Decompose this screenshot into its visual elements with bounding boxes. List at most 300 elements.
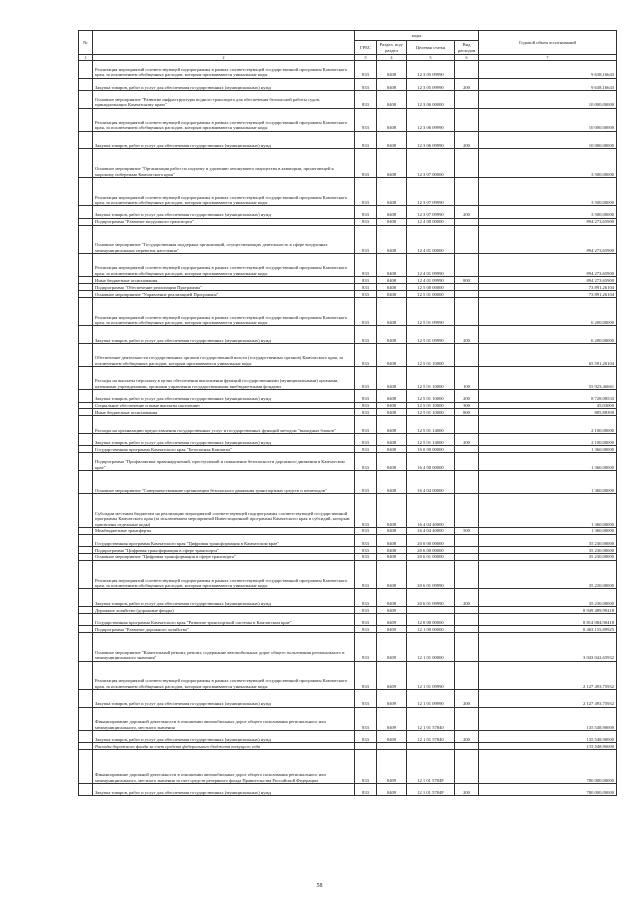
row-target-cell: 12 5 01 09990 (407, 326, 455, 344)
header-vr: Вид расходов (455, 41, 479, 55)
row-target-cell (407, 743, 455, 750)
table-row (79, 446, 617, 453)
table-row (79, 416, 617, 434)
row-name-cell: Закупка товаров, работ и услуг для обеспечения государственных (муниципальных) нужд (93, 131, 355, 149)
row-exp-type-cell (455, 626, 479, 633)
row-target-cell: 16 4 00 00000 (407, 453, 455, 471)
table-row (79, 626, 617, 633)
row-sum-cell: 55 923,46661 (479, 367, 617, 390)
row-target-cell: 12 3 07 09990 (407, 206, 455, 218)
row-razdel-cell: 0408 (377, 326, 407, 344)
row-exp-type-cell (455, 108, 479, 131)
table-row (79, 297, 617, 326)
row-grbs-cell: 833 (355, 547, 377, 554)
row-num-cell (79, 607, 93, 614)
row-name-cell: Иные бюджетные ассигнования (93, 409, 355, 416)
row-sum-cell: 45,03000 (479, 402, 617, 409)
row-num-cell (79, 527, 93, 534)
table-row (79, 402, 617, 409)
table-row (79, 743, 617, 750)
header-num: № (79, 31, 93, 55)
row-sum-cell: 8 463 155,89925 (479, 626, 617, 633)
row-num-cell (79, 61, 93, 79)
header-name (93, 31, 355, 55)
table-row (79, 344, 617, 367)
row-target-cell: 12 5 00 00000 (407, 284, 455, 291)
row-exp-type-cell (455, 177, 479, 206)
row-grbs-cell: 833 (355, 61, 377, 79)
row-num-cell (79, 390, 93, 402)
row-exp-type-cell (455, 344, 479, 367)
row-name-cell: Расходы дорожного фонда за счет средств федерального бюджета текущего года (93, 743, 355, 750)
row-razdel-cell: 0408 (377, 534, 407, 546)
row-num-cell (79, 225, 93, 254)
col-number: 1 (79, 55, 93, 61)
row-exp-type-cell: 200 (455, 206, 479, 218)
row-exp-type-cell (455, 534, 479, 546)
row-exp-type-cell (455, 453, 479, 471)
row-num-cell (79, 177, 93, 206)
row-sum-cell: 885,88390 (479, 409, 617, 416)
row-num-cell (79, 409, 93, 416)
row-num-cell (79, 534, 93, 546)
row-razdel-cell: 0408 (377, 434, 407, 446)
row-num-cell (79, 367, 93, 390)
row-num-cell (79, 446, 93, 453)
row-razdel-cell: 0408 (377, 78, 407, 90)
row-target-cell: 12 5 01 10000 (407, 367, 455, 390)
row-num-cell (79, 416, 93, 434)
row-num-cell (79, 494, 93, 528)
row-name-cell: Основное мероприятие "Совершенствование организации безопасного движения транспортных средств и пешеходов" (93, 470, 355, 493)
row-target-cell: 12 3 06 09990 (407, 108, 455, 131)
row-sum-cell: 9 638,16643 (479, 78, 617, 90)
row-razdel-cell: 0409 (377, 750, 407, 784)
row-grbs-cell: 833 (355, 344, 377, 367)
header-sum: Годовой объем ассигнований (479, 31, 617, 55)
row-sum-cell: 35 230,00000 (479, 560, 617, 589)
col-number: 7 (479, 55, 617, 61)
row-exp-type-cell: 200 (455, 78, 479, 90)
row-name-cell: Закупка товаров, работ и услуг для обеспечения государственных (муниципальных) нужд (93, 326, 355, 344)
row-name-cell: Финансирование дорожной деятельности в отношении автомобильных дорог общего пользования регионального или межмуниципального, местного значения за счет средств резервного фонда Правительства Российской Федерации (93, 750, 355, 784)
row-sum-cell: 9 638,16643 (479, 61, 617, 79)
row-exp-type-cell: 200 (455, 690, 479, 708)
row-sum-cell: 8 949 489,99218 (479, 607, 617, 614)
row-razdel-cell: 0408 (377, 291, 407, 298)
header-cs: Целевая статья (407, 41, 455, 55)
row-exp-type-cell: 200 (455, 131, 479, 149)
row-exp-type-cell (455, 297, 479, 326)
row-target-cell: 12 5 01 09990 (407, 297, 455, 326)
row-target-cell (407, 607, 455, 614)
row-target-cell: 12 1 01 57840 (407, 707, 455, 730)
row-name-cell: Реализация мероприятий соответствующей подпрограммы в рамках соответствующей государственной программы Камчатского края, за исключением обобщенных расходов, которым присваиваются уникальные коды (93, 61, 355, 79)
table-row (79, 434, 617, 446)
row-num-cell (79, 291, 93, 298)
row-exp-type-cell (455, 416, 479, 434)
table-row (79, 560, 617, 589)
row-target-cell: 12 4 01 00000 (407, 225, 455, 254)
row-target-cell: 12 1 01 57840 (407, 730, 455, 742)
row-razdel-cell: 0408 (377, 560, 407, 589)
row-grbs-cell: 833 (355, 218, 377, 225)
row-target-cell: 12 4 00 00000 (407, 218, 455, 225)
table-row (79, 690, 617, 708)
row-exp-type-cell (455, 446, 479, 453)
budget-table (78, 30, 617, 796)
row-num-cell (79, 108, 93, 131)
row-razdel-cell: 0408 (377, 177, 407, 206)
row-grbs-cell: 833 (355, 254, 377, 277)
row-grbs-cell: 833 (355, 367, 377, 390)
row-sum-cell: 6 200,00000 (479, 326, 617, 344)
row-sum-cell: 35 230,00000 (479, 553, 617, 560)
row-grbs-cell: 833 (355, 707, 377, 730)
row-target-cell: 12 3 05 09990 (407, 78, 455, 90)
row-razdel-cell: 0409 (377, 707, 407, 730)
row-razdel-cell: 0408 (377, 494, 407, 528)
row-name-cell: Финансирование дорожной деятельности в отношении автомобильных дорог общего пользования регионального или межмуниципального, местного значения (93, 707, 355, 730)
row-num-cell (79, 284, 93, 291)
row-razdel-cell: 0409 (377, 607, 407, 614)
row-exp-type-cell (455, 607, 479, 614)
row-exp-type-cell (455, 633, 479, 662)
table-row (79, 750, 617, 784)
table-row (79, 527, 617, 534)
row-num-cell (79, 690, 93, 708)
row-exp-type-cell: 200 (455, 326, 479, 344)
row-name-cell: Подпрограмма "Развитие воздушного транспорта" (93, 218, 355, 225)
row-num-cell (79, 254, 93, 277)
row-sum-cell: 780 000,00000 (479, 750, 617, 784)
row-exp-type-cell: 100 (455, 367, 479, 390)
table-row (79, 291, 617, 298)
row-target-cell: 12 5 01 14000 (407, 416, 455, 434)
row-razdel-cell: 0408 (377, 225, 407, 254)
row-sum-cell: 2 100,00000 (479, 434, 617, 446)
row-razdel-cell: 0408 (377, 254, 407, 277)
row-name-cell: Основное мероприятие "Государственная поддержка организаций, осуществляющих деятельность в сфере воздушных межмуниципальных перевозок населения" (93, 225, 355, 254)
row-exp-type-cell (455, 218, 479, 225)
row-grbs-cell: 833 (355, 90, 377, 108)
row-sum-cell: 780 000,00000 (479, 784, 617, 796)
row-target-cell: 12 3 07 09990 (407, 177, 455, 206)
row-sum-cell: 1 360,00000 (479, 494, 617, 528)
row-target-cell: 12 0 00 00000 (407, 613, 455, 625)
row-sum-cell: 3 500,00000 (479, 206, 617, 218)
row-grbs-cell: 833 (355, 633, 377, 662)
row-exp-type-cell: 500 (455, 527, 479, 534)
row-grbs-cell: 833 (355, 527, 377, 534)
row-razdel-cell: 0408 (377, 61, 407, 79)
row-num-cell (79, 633, 93, 662)
row-num-cell (79, 560, 93, 589)
row-grbs-cell: 833 (355, 225, 377, 254)
row-num-cell (79, 344, 93, 367)
row-exp-type-cell (455, 547, 479, 554)
row-name-cell: Подпрограмма "Профилактика правонарушений, преступлений и повышение безопасности дорожного движения в Камчатском крае" (93, 453, 355, 471)
row-name-cell: Подпрограмма "Обеспечение реализации Программы" (93, 284, 355, 291)
row-exp-type-cell (455, 90, 479, 108)
row-grbs-cell: 833 (355, 326, 377, 344)
row-target-cell: 20 0 00 00000 (407, 534, 455, 546)
row-razdel-cell: 0408 (377, 390, 407, 402)
row-num-cell (79, 553, 93, 560)
row-target-cell: 12 3 06 09990 (407, 131, 455, 149)
row-name-cell: Государственная программа Камчатского края "Безопасная Камчатка" (93, 446, 355, 453)
row-name-cell: Закупка товаров, работ и услуг для обеспечения государственных (муниципальных) нужд (93, 589, 355, 607)
row-name-cell: Реализация мероприятий соответствующей подпрограммы в рамках соответствующей государственной программы Камчатского края, за исключением обобщенных расходов, которым присваиваются уникальные коды (93, 661, 355, 690)
table-row (79, 367, 617, 390)
row-target-cell: 12 1 01 09990 (407, 690, 455, 708)
row-sum-cell: 894 273,65900 (479, 277, 617, 284)
row-grbs-cell: 833 (355, 416, 377, 434)
row-grbs-cell: 833 (355, 589, 377, 607)
row-grbs-cell: 833 (355, 690, 377, 708)
row-num-cell (79, 470, 93, 493)
table-row (79, 707, 617, 730)
table-row (79, 90, 617, 108)
row-grbs-cell: 833 (355, 553, 377, 560)
table-row (79, 284, 617, 291)
row-grbs-cell: 833 (355, 291, 377, 298)
row-exp-type-cell: 800 (455, 409, 479, 416)
row-name-cell: Реализация мероприятий соответствующей подпрограммы в рамках соответствующей государственной программы Камчатского края, за исключением обобщенных расходов, которым присваиваются уникальные коды (93, 108, 355, 131)
row-name-cell: Дорожное хозяйство (дорожные фонды) (93, 607, 355, 614)
row-grbs-cell: 833 (355, 131, 377, 149)
row-target-cell: 12 1 01 09990 (407, 661, 455, 690)
row-razdel-cell: 0409 (377, 661, 407, 690)
col-number: 5 (407, 55, 455, 61)
table-row (79, 589, 617, 607)
row-target-cell: 20 6 01 00000 (407, 553, 455, 560)
row-num-cell (79, 730, 93, 742)
row-target-cell: 12 1 01 5784F (407, 784, 455, 796)
row-razdel-cell: 0408 (377, 453, 407, 471)
row-target-cell: 12 5 01 10000 (407, 409, 455, 416)
row-target-cell: 20 6 00 00000 (407, 547, 455, 554)
table-row (79, 613, 617, 625)
table-row (79, 218, 617, 225)
row-razdel-cell: 0408 (377, 277, 407, 284)
row-grbs-cell: 833 (355, 390, 377, 402)
table-row (79, 534, 617, 546)
row-exp-type-cell (455, 553, 479, 560)
row-sum-cell: 135 548,90000 (479, 743, 617, 750)
row-razdel-cell: 0408 (377, 284, 407, 291)
row-razdel-cell: 0409 (377, 626, 407, 633)
row-num-cell (79, 277, 93, 284)
row-name-cell: Основное мероприятие "Управление реализацией Программы" (93, 291, 355, 298)
row-target-cell: 20 6 01 09990 (407, 589, 455, 607)
row-razdel-cell: 0409 (377, 784, 407, 796)
row-razdel-cell (377, 743, 407, 750)
row-razdel-cell: 0408 (377, 553, 407, 560)
row-sum-cell: 3 500,00000 (479, 177, 617, 206)
table-row (79, 390, 617, 402)
row-sum-cell: 894 273,65900 (479, 254, 617, 277)
row-name-cell: Межбюджетные трансферты (93, 527, 355, 534)
row-exp-type-cell (455, 661, 479, 690)
row-num-cell (79, 453, 93, 471)
row-grbs-cell: 833 (355, 453, 377, 471)
row-num-cell (79, 131, 93, 149)
row-sum-cell: 10 000,00000 (479, 131, 617, 149)
row-name-cell: Закупка товаров, работ и услуг для обеспечения государственных (муниципальных) нужд (93, 784, 355, 796)
row-sum-cell: 10 000,00000 (479, 108, 617, 131)
row-razdel-cell: 0408 (377, 108, 407, 131)
row-num-cell (79, 613, 93, 625)
row-sum-cell: 2 127 493,75932 (479, 690, 617, 708)
row-target-cell: 12 5 01 10000 (407, 390, 455, 402)
row-grbs-cell: 833 (355, 108, 377, 131)
row-num-cell (79, 434, 93, 446)
row-sum-cell: 1 360,00000 (479, 470, 617, 493)
row-exp-type-cell (455, 284, 479, 291)
row-grbs-cell: 833 (355, 206, 377, 218)
row-target-cell: 12 3 05 09990 (407, 61, 455, 79)
row-name-cell: Расходы на организацию предоставления государственных услуг и государственных функций методом "выходных блоков" (93, 416, 355, 434)
table-row (79, 494, 617, 528)
row-target-cell: 16 4 04 00000 (407, 470, 455, 493)
row-num-cell (79, 218, 93, 225)
row-num-cell (79, 90, 93, 108)
header-razdel: Раздел, под-раздел (377, 41, 407, 55)
table-row (79, 470, 617, 493)
row-exp-type-cell: 200 (455, 434, 479, 446)
row-num-cell (79, 743, 93, 750)
table-row (79, 177, 617, 206)
row-name-cell: Закупка товаров, работ и услуг для обеспечения государственных (муниципальных) нужд (93, 690, 355, 708)
row-sum-cell: 1 360,00000 (479, 527, 617, 534)
row-name-cell: Иные бюджетные ассигнования (93, 277, 355, 284)
row-grbs-cell: 833 (355, 446, 377, 453)
row-exp-type-cell (455, 613, 479, 625)
row-name-cell: Расходы на выплаты персоналу в целях обеспечения выполнения функций государственными (муниципальными) органами, казенными учреждениями, органами управления государственными внебюджетными фондами (93, 367, 355, 390)
row-razdel-cell: 0408 (377, 90, 407, 108)
row-exp-type-cell (455, 750, 479, 784)
row-grbs-cell: 833 (355, 297, 377, 326)
row-exp-type-cell (455, 149, 479, 178)
row-razdel-cell: 0408 (377, 367, 407, 390)
row-target-cell: 12 4 01 09990 (407, 254, 455, 277)
row-name-cell: Реализация мероприятий соответствующей подпрограммы в рамках соответствующей государственной программы Камчатского края, за исключением обобщенных расходов, которым присваиваются уникальные коды (93, 177, 355, 206)
row-num-cell (79, 206, 93, 218)
header-grbs: ГРБС (355, 41, 377, 55)
row-grbs-cell: 833 (355, 434, 377, 446)
row-razdel-cell: 0408 (377, 409, 407, 416)
row-grbs-cell: 833 (355, 149, 377, 178)
table-row (79, 149, 617, 178)
row-sum-cell: 135 548,90000 (479, 707, 617, 730)
table-row (79, 225, 617, 254)
row-sum-cell: 73 891,26104 (479, 284, 617, 291)
row-exp-type-cell (455, 225, 479, 254)
row-razdel-cell: 0408 (377, 206, 407, 218)
row-grbs-cell: 833 (355, 750, 377, 784)
row-exp-type-cell (455, 254, 479, 277)
row-grbs-cell: 833 (355, 661, 377, 690)
col-number: 4 (377, 55, 407, 61)
row-num-cell (79, 78, 93, 90)
table-row (79, 633, 617, 662)
row-num-cell (79, 326, 93, 344)
row-grbs-cell: 833 (355, 470, 377, 493)
table-row (79, 607, 617, 614)
row-sum-cell: 10 000,00000 (479, 90, 617, 108)
row-name-cell: Реализация мероприятий соответствующей подпрограммы в рамках соответствующей государственной программы Камчатского края, за исключением обобщенных расходов, которым присваиваются уникальные коды (93, 254, 355, 277)
row-sum-cell: 65 591,26104 (479, 344, 617, 367)
page-number: 58 (316, 883, 323, 889)
row-grbs-cell: 833 (355, 409, 377, 416)
row-target-cell: 12 3 07 00000 (407, 149, 455, 178)
row-sum-cell: 8 728,08533 (479, 390, 617, 402)
row-sum-cell: 35 230,00000 (479, 534, 617, 546)
row-target-cell: 12 5 01 14000 (407, 434, 455, 446)
row-grbs-cell: 833 (355, 560, 377, 589)
row-sum-cell: 35 230,00000 (479, 589, 617, 607)
row-name-cell: Государственная программа Камчатского края "Цифровая трансформация в Камчатском крае" (93, 534, 355, 546)
row-name-cell: Социальное обеспечение и иные выплаты населению (93, 402, 355, 409)
row-grbs-cell: 833 (355, 607, 377, 614)
row-grbs-cell: 833 (355, 402, 377, 409)
row-num-cell (79, 547, 93, 554)
row-exp-type-cell: 200 (455, 784, 479, 796)
row-name-cell: Основное мероприятие "Цифровая трансформация в сфере транспорта" (93, 553, 355, 560)
table-row (79, 661, 617, 690)
row-exp-type-cell: 800 (455, 277, 479, 284)
row-razdel-cell: 0408 (377, 446, 407, 453)
row-target-cell: 12 1 00 00000 (407, 626, 455, 633)
row-exp-type-cell: 300 (455, 402, 479, 409)
row-sum-cell: 3 043 042,65932 (479, 633, 617, 662)
col-number: 6 (455, 55, 479, 61)
table-header (79, 31, 617, 61)
table-row (79, 730, 617, 742)
table-row (79, 61, 617, 79)
table-row (79, 277, 617, 284)
header-codes: коды (355, 31, 479, 41)
row-exp-type-cell: 200 (455, 390, 479, 402)
row-sum-cell: 6 200,00000 (479, 297, 617, 326)
row-num-cell (79, 297, 93, 326)
row-target-cell: 12 1 01 00000 (407, 633, 455, 662)
table-row (79, 326, 617, 344)
row-name-cell: Обеспечение деятельности государственных органов государственной власти (государственных органов) Камчатского края, за исключением обобщенных расходов, которым присваиваются уникальные коды (93, 344, 355, 367)
row-sum-cell: 135 548,90000 (479, 730, 617, 742)
row-razdel-cell: 0409 (377, 690, 407, 708)
row-grbs-cell: 833 (355, 177, 377, 206)
table-row (79, 553, 617, 560)
row-name-cell: Основное мероприятие "Организация работ по подъему и удалению затонувшего имущества в акватории, прилегающей к морскому побережью Камчатского края" (93, 149, 355, 178)
row-name-cell: Реализация мероприятий соответствующей подпрограммы в рамках соответствующей государственной программы Камчатского края, за исключением обобщенных расходов, которым присваиваются уникальные коды (93, 560, 355, 589)
row-grbs-cell: 833 (355, 494, 377, 528)
row-num-cell (79, 626, 93, 633)
row-exp-type-cell: 200 (455, 730, 479, 742)
row-sum-cell: 73 891,26104 (479, 291, 617, 298)
row-razdel-cell: 0408 (377, 131, 407, 149)
row-name-cell: Основное мероприятие "Развитие инфраструктуры водного транспорта для обеспечения безопасной работы судов, принадлежащих Камчатскому краю" (93, 90, 355, 108)
row-grbs-cell: 833 (355, 534, 377, 546)
table-row (79, 254, 617, 277)
budget-sheet (78, 30, 615, 796)
row-target-cell: 12 5 01 10000 (407, 344, 455, 367)
row-exp-type-cell: 200 (455, 589, 479, 607)
row-exp-type-cell (455, 470, 479, 493)
row-grbs-cell (355, 743, 377, 750)
row-razdel-cell: 0408 (377, 470, 407, 493)
